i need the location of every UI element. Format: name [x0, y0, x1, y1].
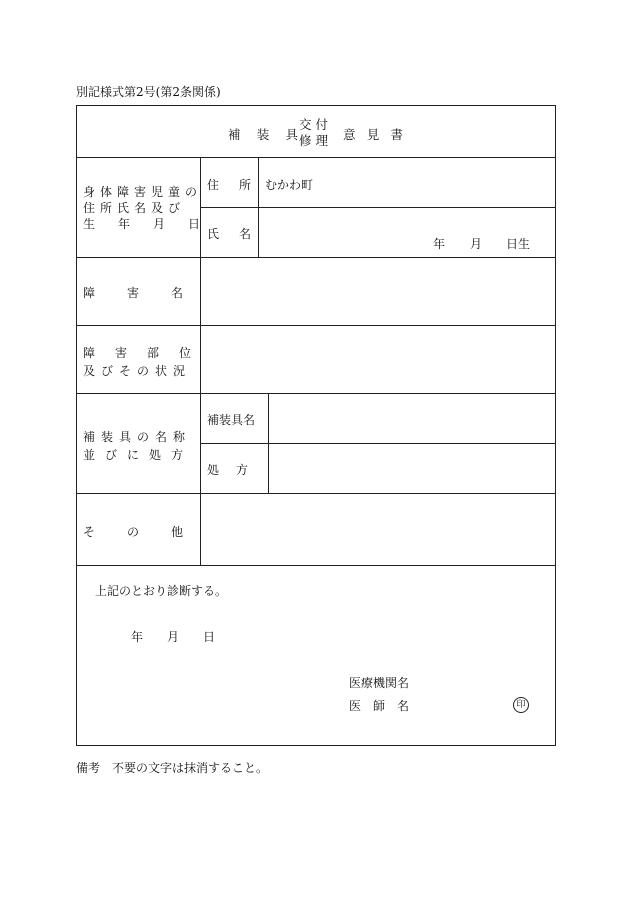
form-reference-note: 別記様式第2号(第2条関係) [76, 85, 221, 99]
birth-month-label: 月 [470, 237, 483, 251]
title-opinion: 意 見 書 [343, 127, 403, 142]
row-divider [77, 493, 555, 494]
title-choice-repair: 修理 [299, 133, 333, 148]
cert-month-label: 月 [167, 630, 180, 644]
device-label: 補装具の名称 並びに処方 [83, 430, 194, 462]
row-divider [200, 443, 555, 444]
row-divider [200, 207, 555, 208]
remarks-note: 備考 不要の文字は抹消すること。 [76, 761, 269, 775]
doctor-label: 医師名 [349, 699, 422, 713]
address-label: 住所 [207, 178, 272, 192]
device-name-label: 補装具名 [207, 413, 256, 427]
address-value[interactable]: むかわ町 [265, 178, 314, 192]
row-divider [77, 565, 555, 566]
name-label: 氏名 [207, 227, 272, 241]
seal-mark: 印 [513, 697, 529, 713]
birth-day-label: 日生 [506, 237, 531, 251]
opinion-form-table [76, 105, 556, 746]
title-device: 補 装 具 [228, 127, 298, 142]
other-label: その他 [83, 525, 216, 539]
cert-year-label: 年 [131, 630, 144, 644]
disability-part-label: 障害部位 及びその状況 [83, 346, 212, 378]
birth-year-label: 年 [433, 237, 446, 251]
column-divider [258, 157, 259, 257]
prescription-label: 処方 [207, 463, 266, 477]
row-divider [77, 325, 555, 326]
title-choice-issue: 交付 [299, 117, 333, 132]
row-divider [77, 157, 555, 158]
applicant-label: 身体障害児童の 住所氏名及び 生年月日 [83, 185, 224, 231]
certification-statement: 上記のとおり診断する。 [95, 584, 228, 598]
column-divider [268, 393, 269, 493]
title-choice-stack [299, 117, 332, 149]
disability-name-label: 障害名 [83, 286, 216, 300]
cert-day-label: 日 [203, 630, 216, 644]
row-divider [77, 257, 555, 258]
row-divider [77, 393, 555, 394]
institution-label: 医療機関名 [349, 676, 410, 690]
